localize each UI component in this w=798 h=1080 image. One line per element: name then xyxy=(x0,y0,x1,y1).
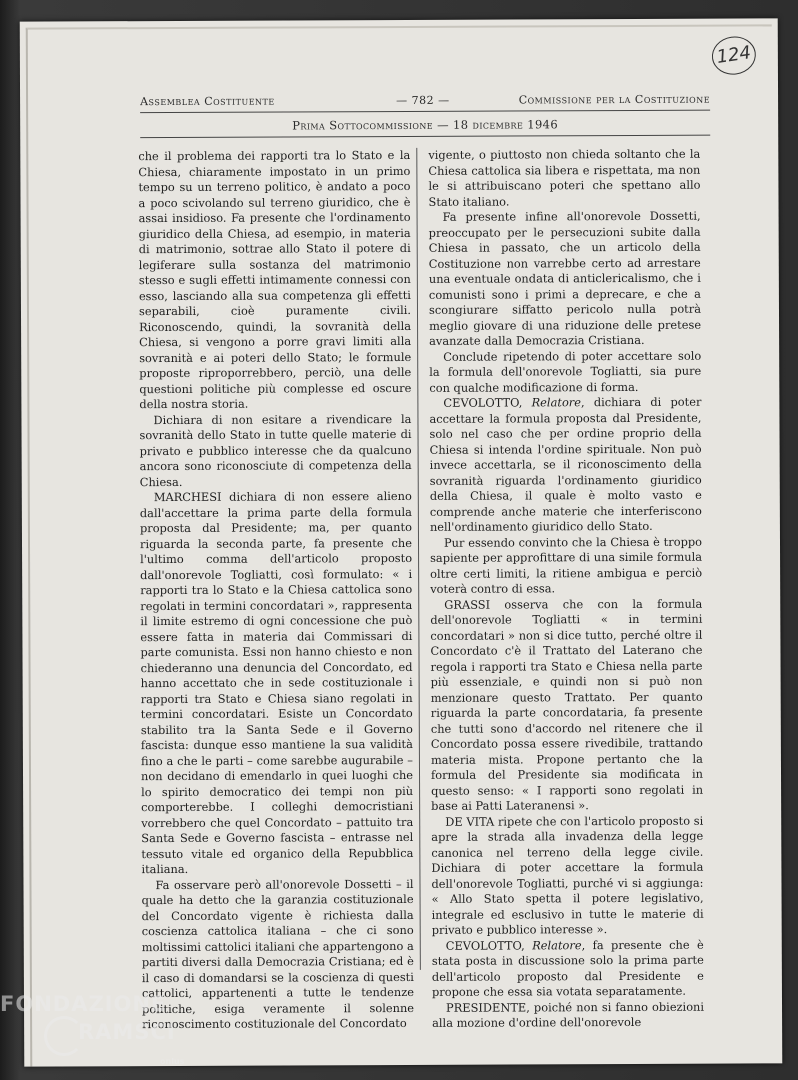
paragraph: DE VITA ripete che con l'articolo proposto si apre la strada alla invadenza della legge canonica nel terreno della legge civile. Dichiara di poter accettare la formula dell'onorevole Togliatti, purché vi si aggiunga: « Allo Stato spetta il potere legislativo, integrale ed esclusivo in tutte le materie di privato e pubblico interesse ». xyxy=(431,813,704,937)
header-right: Commissione per la Costituzione xyxy=(518,92,711,107)
fondazione-gramsci-watermark xyxy=(0,990,210,1066)
watermark-small: onlus xyxy=(160,1057,185,1066)
paragraph: che il problema dei rapporti tra lo Stato e la Chiesa, chiaramente impostato in un primo tempo su un terreno politico, è andato a poco a poco scivolando sul terreno giuridico, che è assai insidioso. Fa presente che l'ordinamento giuridico della Chiesa, ad esempio, in materia di matrimonio, sottrae allo Stato il potere di legiferare sulla sostanza del matrimonio stesso e sugli effetti intimamente connessi con esso, lasciando alla sua competenza gli effetti separabili, cioè puramente civili. Riconoscendo, quindi, la sovranità della Chiesa, si vengono a porre gravi limiti alla sovranità e ai poteri dello Stato; le formule proposte riproporrebbero, perciò, una delle questioni politiche più complesse ed oscure della nostra storia. xyxy=(138,147,412,412)
paragraph: GRASSI osserva che con la formula dell'onorevole Togliatti « in termini concordatari » non si dice tutto, perché oltre il Concordato c'è il Trattato del Laterano che regola i rapporti tra Stato e Chiesa nella parte più essenziale, e quindi non si può non menzionare questo Trattato. Per quanto riguarda la parte concordataria, fa presente che tutti sono d'accordo nel ritenere che il Concordato possa essere rivedibile, trattando materia mista. Propone pertanto che la formula del Presidente sia modificata in questo senso: « I rapporti sono regolati in base ai Patti Lateranensi ». xyxy=(430,596,704,813)
header-left: Assemblea Costituente xyxy=(140,94,275,109)
right-column xyxy=(428,146,705,1030)
paragraph: MARCHESI dichiara di non essere alieno dall'accettare la prima parte della formula proposta dal Presidente; ma, per quanto riguarda la seconda parte, fa presente che l'ultimo comma dell'articolo proposto dall'onorevole Togliatti, così formulato: « i rapporti tra lo Stato e la Chiesa cattolica sono regolati in termini concordatari », rappresenta il limite estremo di ogni concessione che può essere fatta in materia dai Commissari di parte comunista. Essi non hanno chiesto e non chiederanno una denuncia del Concordato, ed hanno accettato che in sede costituzionale i rapporti tra Stato e Chiesa siano regolati in termini concordatari. Esiste un Concordato stabilito tra la Santa Sede e il Governo fascista: dunque esso mantiene la sua validità fino a che le parti – come sarebbe augurabile – non decidano di emendarlo in quei luoghi che lo spirito democratico dei tempi non più comporterebbe. I colleghi democristiani vorrebbero che quel Concordato – pattuito tra Santa Sede e Governo fascista – entrasse nel tessuto vitale ed organico della Repubblica italiana. xyxy=(139,488,414,877)
watermark-g-logo-icon xyxy=(44,1016,84,1056)
paragraph: CEVOLOTTO, Relatore, fa presente che è stata posta in discussione solo la prima parte dell'articolo proposto dal Presidente e propone che essa sia votata separatamente. xyxy=(431,937,704,999)
paragraph: Pur essendo convinto che la Chiesa è troppo sapiente per approfittare di una simile formula oltre certi limiti, la ritiene ambigua e perciò voterà contro di essa. xyxy=(430,534,703,596)
handwritten-archive-number: 124 xyxy=(709,34,758,78)
paragraph: Conclude ripetendo di poter accettare solo la formula dell'onorevole Togliatti, sia pure con qualche modificazione di forma. xyxy=(429,348,702,395)
paragraph: CEVOLOTTO, Relatore, dichiara di poter accettare la formula proposta dal Presidente, solo nel caso che per ordine proprio della Chiesa si intenda l'ordine spirituale. Non può invece accettarla, se il riconoscimento della sovranità riguarda l'ordinamento giuridico della Chiesa, il quale è molto vasto e comprende anche materie che interferiscono nell'ordinamento giuridico dello Stato. xyxy=(429,394,702,534)
watermark-line2: RAMSCI xyxy=(78,1020,176,1044)
paragraph: Fa osservare però all'onorevole Dossetti – il quale ha detto che la garanzia costituzionale del Concordato vigente è richiesta dalla coscienza cattolica italiana – che ci sono moltissimi cattolici italiani che appartengono a partiti diversi dalla Democrazia Cristiana; ed è il caso di domandarsi se la coscienza di questi cattolici, appartenenti a tutte le tendenze politiche, esiga veramente il solenne riconoscimento costituzionale del Concordato xyxy=(141,876,415,1032)
paragraph: Fa presente infine all'onorevole Dossetti, preoccupato per le persecuzioni subite dalla Chiesa in passato, che un articolo della Costituzione non varrebbe certo ad arrestare una eventuale ondata di anticlericalismo, che i comunisti sono i primi a deprecare, e che a scongiurare siffatto pericolo nulla potrà meglio giovare di una riduzione delle pretese avanzate dalla Democrazia Cristiana. xyxy=(428,208,702,348)
paragraph: vigente, o piuttosto non chieda soltanto che la Chiesa cattolica sia libera e rispettata, ma non le si attribuiscano poteri che spettano allo Stato italiano. xyxy=(428,146,701,209)
session-subtitle: Prima Sottocommissione — 18 dicembre 1946 xyxy=(292,117,559,133)
page-number: — 782 — xyxy=(396,93,450,108)
left-column xyxy=(138,147,415,1032)
paragraph: Dichiara di non esitare a rivendicare la sovranità dello Stato in tutte quelle materie di privato e pubblico interesse che da qualcuno ancora sono riconosciute di competenza della Chiesa. xyxy=(139,411,412,489)
document-page xyxy=(20,18,783,1066)
watermark-line1: FONDAZIONE xyxy=(0,992,167,1016)
paragraph: PRESIDENTE, poiché non si fanno obiezioni alla mozione d'ordine dell'onorevole xyxy=(432,999,705,1030)
